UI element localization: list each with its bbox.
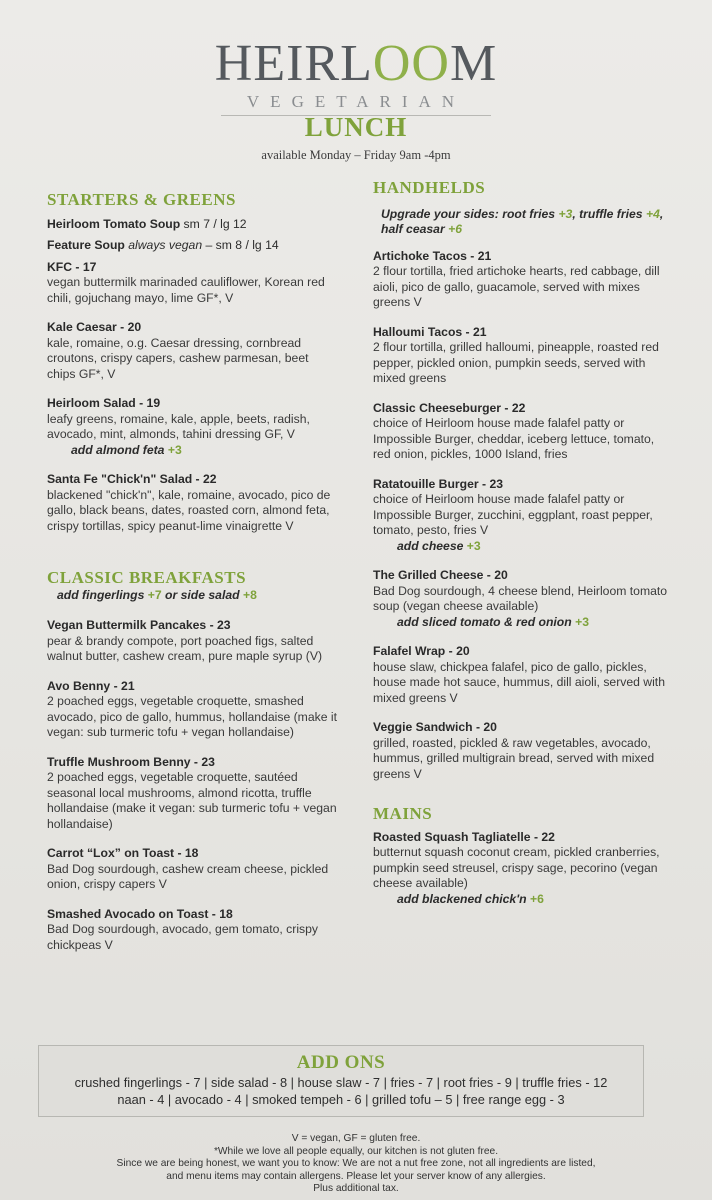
- logo-leaf-letters: OO: [372, 35, 450, 92]
- footer-line: and menu items may contain allergens. Please let your server know of any allergies.: [166, 1170, 546, 1182]
- upgrade-text: half ceasar: [381, 222, 445, 236]
- item-name: Avo Benny - 21: [47, 678, 135, 693]
- item-description: 2 flour tortilla, fried artichoke hearts, red cabbage, dill aioli, pico de gallo, guacamole, served with mixes greens V: [373, 264, 660, 309]
- item-name: The Grilled Cheese - 20: [373, 568, 508, 582]
- item-name: Vegan Buttermilk Pancakes - 23: [47, 618, 231, 632]
- item-name: Veggie Sandwich - 20: [373, 720, 497, 734]
- item-name: Artichoke Tacos - 21: [373, 248, 492, 263]
- item-description: Bad Dog sourdough, 4 cheese blend, Heirloom tomato soup (vegan cheese available): [373, 583, 668, 613]
- item-name: Truffle Mushroom Benny - 23: [47, 754, 215, 769]
- addon-text: add blackened chick'n: [397, 891, 527, 906]
- item-description: leafy greens, romaine, kale, apple, beets, radish, avocado, mint, almonds, tahini dressing GF, V: [47, 411, 310, 441]
- addon-text: add sliced tomato & red onion: [397, 614, 572, 629]
- menu-item: [373, 830, 673, 908]
- item-description: 2 poached eggs, vegetable croquette, sautéed seasonal local mushrooms, almond ricotta, truffle hollandaise (make it vegan: sub turmeric tofu + vegan hollandaise): [47, 770, 337, 831]
- left-column: [47, 192, 337, 953]
- section-title-handhelds: HANDHELDS: [373, 178, 486, 197]
- item-description: choice of Heirloom house made falafel patty or Impossible Burger, zucchini, eggplant, roast pepper, tomato, pesto, fries V: [373, 492, 653, 537]
- addons-line: naan - 4 | avocado - 4 | smoked tempeh - 6 | grilled tofu – 5 | free range egg - 3: [117, 1092, 565, 1107]
- addon-text: add almond feta: [71, 442, 165, 457]
- item-name: Heirloom Salad - 19: [47, 396, 161, 410]
- logo: [0, 35, 712, 116]
- logo-text-b: M: [449, 35, 498, 92]
- menu-item: [47, 679, 337, 741]
- addon-price: +3: [466, 538, 481, 553]
- addons-line: crushed fingerlings - 7 | side salad - 8 | house slaw - 7 | fries - 7 | root fries - 9 | truffle fries - 12: [74, 1075, 608, 1090]
- item-addon: [47, 443, 337, 459]
- footer-line: Since we are being honest, we want you to know: We are not a nut free zone, not all ingredients are listed,: [116, 1158, 596, 1170]
- item-description: 2 poached eggs, vegetable croquette, smashed avocado, pico de gallo, hummus, hollandaise (make it vegan: sub turmeric tofu + vegan hollandaise): [47, 694, 337, 739]
- footer-line: Plus additional tax.: [313, 1183, 399, 1195]
- availability-text: available Monday – Friday 9am -4pm: [261, 148, 451, 162]
- item-description: grilled, roasted, pickled & raw vegetables, avocado, hummus, grilled multigrain bread, served with mixed greens V: [373, 735, 655, 781]
- meal-title: LUNCH: [304, 112, 408, 142]
- section-addon: [47, 588, 337, 604]
- item-name: Halloumi Tacos - 21: [373, 324, 487, 339]
- addon-price: +3: [167, 442, 182, 457]
- item-description: choice of Heirloom house made falafel patty or Impossible Burger, cheddar, iceberg lettuce, tomato, red onion, pickles, 1000 Island, fries: [373, 416, 655, 461]
- upgrade-text: Upgrade your sides: root fries: [381, 206, 556, 221]
- menu-item: [47, 755, 337, 833]
- logo-subtitle: VEGETARIAN: [246, 92, 466, 111]
- item-description: kale, romaine, o.g. Caesar dressing, cornbread croutons, crispy capers, cashew parmesan, beet chips GF*, V: [47, 335, 309, 381]
- item-name: Santa Fe "Chick'n" Salad - 22: [47, 472, 217, 486]
- addon-price: +7: [147, 587, 162, 602]
- item-description: butternut squash coconut cream, pickled cranberries, pumpkin seed streusel, crispy sage, pecorino (vegan cheese available): [373, 845, 660, 890]
- item-description: Bad Dog sourdough, cashew cream cheese, pickled onion, crispy capers V: [47, 861, 329, 891]
- upgrade-text: , truffle fries: [572, 206, 643, 221]
- item-addon: [373, 892, 673, 908]
- item-price: sm 7 / lg 12: [180, 216, 247, 231]
- upgrade-price: +3: [558, 206, 573, 221]
- item-name: Carrot “Lox” on Toast - 18: [47, 846, 199, 860]
- menu-item: [47, 320, 337, 382]
- item-name: KFC - 17: [47, 259, 97, 274]
- item-name: Kale Caesar - 20: [47, 320, 142, 334]
- logo-wordmark: [0, 35, 712, 92]
- menu-item: [47, 217, 337, 233]
- item-name: Smashed Avocado on Toast - 18: [47, 906, 233, 921]
- item-addon: [373, 539, 673, 555]
- menu-item: [373, 249, 673, 311]
- menu-item: [47, 238, 337, 254]
- menu-item: [47, 846, 337, 893]
- upgrade-price: +4: [645, 206, 660, 221]
- item-name: Feature Soup: [47, 238, 125, 252]
- menu-item: [47, 260, 337, 307]
- upgrade-price: +6: [448, 222, 462, 236]
- item-description: vegan buttermilk marinaded cauliflower, Korean red chili, gojuchang mayo, lime GF*, V: [47, 275, 325, 305]
- menu-item: [47, 618, 337, 665]
- item-name: Heirloom Tomato Soup: [47, 216, 181, 231]
- addon-text: add cheese: [397, 538, 464, 553]
- item-description: 2 flour tortilla, grilled halloumi, pineapple, roasted red pepper, pickled onion, pumpkin seeds, served with mixed greens: [373, 340, 659, 385]
- item-name: Falafel Wrap - 20: [373, 644, 470, 658]
- menu-item: [373, 568, 673, 630]
- section-upgrade: Upgrade your sides: root fries +3, truffle fries +4, half ceasar +6: [381, 206, 664, 236]
- menu-item: [373, 644, 673, 706]
- section-title-mains: MAINS: [373, 804, 433, 823]
- addons-title: ADD ONS: [296, 1052, 386, 1073]
- addon-price: +8: [242, 587, 257, 602]
- item-price: – sm 8 / lg 14: [202, 238, 279, 252]
- addons-box: [38, 1045, 644, 1117]
- right-column: [373, 180, 673, 907]
- menu-item: [373, 401, 673, 463]
- menu-item: [47, 907, 337, 954]
- item-addon: [373, 615, 673, 631]
- item-description: pear & brandy compote, port poached figs, salted walnut butter, cashew cream, pure maple syrup (V): [47, 633, 323, 663]
- footer-line: V = vegan, GF = gluten free.: [291, 1133, 421, 1144]
- addon-price: +6: [529, 891, 544, 906]
- menu-item: [47, 396, 337, 458]
- item-description: house slaw, chickpea falafel, pico de gallo, pickles, house made hot sauce, hummus, dill aioli, served with mixed greens V: [373, 659, 665, 705]
- menu-item: [373, 720, 673, 782]
- logo-text-a: HEIRL: [214, 35, 373, 92]
- menu-item: [373, 325, 673, 387]
- item-name: Roasted Squash Tagliatelle - 22: [373, 829, 555, 844]
- item-description: blackened "chick'n", kale, romaine, avocado, pico de gallo, black beans, dates, roasted corn, almond feta, crispy tortillas, spicy peanut-lime vinaigrette V: [47, 487, 331, 533]
- section-title-breakfasts: CLASSIC BREAKFASTS: [47, 568, 247, 587]
- item-name: Classic Cheeseburger - 22: [373, 400, 526, 415]
- item-description: Bad Dog sourdough, avocado, gem tomato, crispy chickpeas V: [47, 922, 318, 952]
- menu-item: [373, 477, 673, 555]
- footer-notes: [0, 1133, 712, 1196]
- addon-text: or side salad: [161, 587, 240, 602]
- menu-item: [47, 472, 337, 534]
- item-note: always vegan: [124, 238, 203, 252]
- addon-price: +3: [575, 614, 589, 629]
- footer-line: *While we love all people equally, our kitchen is not gluten free.: [213, 1145, 499, 1157]
- addon-text: add fingerlings: [57, 587, 145, 602]
- section-title-starters: STARTERS & GREENS: [47, 190, 236, 209]
- item-name: Ratatouille Burger - 23: [373, 476, 504, 491]
